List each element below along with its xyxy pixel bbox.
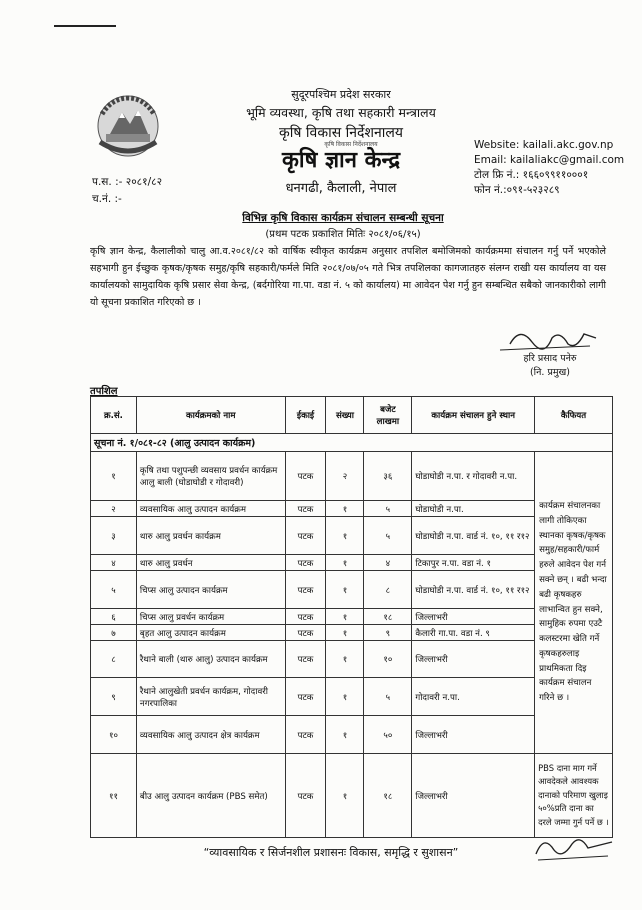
cell-name: व्यवसायिक आलु उत्पादन क्षेत्र कार्यक्रम bbox=[136, 716, 285, 754]
cell-budget: ५ bbox=[364, 517, 412, 555]
cell-sn: २ bbox=[91, 501, 137, 517]
cell-qty: १ bbox=[326, 501, 364, 517]
cell-unit: पटक bbox=[285, 754, 326, 838]
table-row bbox=[91, 571, 613, 609]
cell-budget: ४ bbox=[364, 555, 412, 571]
cell-place: घोडाघोडी न.पा. वार्ड नं. १०, ११ र१२ bbox=[412, 517, 535, 555]
chalani-number: च.नं. :- bbox=[92, 193, 122, 205]
cell-unit: पटक bbox=[285, 625, 326, 641]
cell-place: टिकापुर न.पा. वडा नं. १ bbox=[412, 555, 535, 571]
notice-title: विभिन्न कृषि विकास कार्यक्रम संचालन सम्बन्धी सूचना bbox=[242, 212, 444, 224]
signatory-block bbox=[480, 352, 620, 380]
motto-text: “व्यावसायिक र सिर्जनशील प्रशासनः विकास, समृद्धि र सुशासन” bbox=[203, 846, 459, 859]
cell-name: व्यवसायिक आलु उत्पादन कार्यक्रम bbox=[136, 501, 285, 517]
cell-budget: १८ bbox=[364, 609, 412, 625]
email-text: Email: kailaliakc@gmail.com bbox=[474, 154, 625, 166]
cell-place: घोडाघोडी न.पा. र गोदावरी न.पा. bbox=[412, 452, 535, 501]
cell-name: कृषि तथा पशुपन्छी व्यवसाय प्रवर्धन कार्यक्रम आलु बाली (घोडाघोडी र गोदावरी) bbox=[136, 452, 285, 501]
cell-name: रैथाने बाली (थारु आलु) उत्पादन कार्यक्रम bbox=[136, 641, 285, 678]
tollfree-text: टोल फ्रि नं.: १६६०९९११०००१ bbox=[474, 169, 589, 181]
cell-qty: १ bbox=[326, 754, 364, 838]
cell-qty: १ bbox=[326, 641, 364, 678]
cell-sn: ८ bbox=[91, 641, 137, 678]
cell-budget: ९ bbox=[364, 625, 412, 641]
header-qty: संख्या bbox=[326, 397, 364, 434]
phone-text: फोन नं.:०९१-५२३२८९ bbox=[474, 184, 560, 196]
cell-qty: १ bbox=[326, 678, 364, 716]
cell-remark-pbs: PBS दाना माग गर्ने आवदेकले आवश्यक दानाको परिमाण खुलाइ ५०%प्रति दाना का दरले जम्मा गुर्न पर्ने छ । bbox=[535, 754, 613, 838]
cell-sn: ९ bbox=[91, 678, 137, 716]
cell-qty: १ bbox=[326, 609, 364, 625]
cell-sn: ५ bbox=[91, 571, 137, 609]
cell-sn: ११ bbox=[91, 754, 137, 838]
office-title: कृषि ज्ञान केन्द्र bbox=[281, 148, 400, 173]
cell-place: जिल्लाभरी bbox=[412, 641, 535, 678]
notice-body: कृषि ज्ञान केन्द्र, कैलालीको चालु आ.व.२०८१/८२ को वार्षिक स्वीकृत कार्यक्रम अनुसार तपशिल बमोजिमको कार्यक्रममा संचालन गर्नु पर्ने भएकोले सहभागी हुन ईच्छुक कृषक/कृषक समुह/कृषि सहकारी/फर्मले मिति २०८१/०७/०५ गते भित्र तपशिलका कागजातहरु संलग्न राखी यस कार्यालय वा यस कार्यालयको सामुदायिक कृषि प्रसार सेवा केन्द्र, (बर्दगोरिया गा.पा. वडा नं. ५ को कार्यालय) मा आवेदन पेश गर्नु हुन सम्बन्धित सबैको जानकारीको लागी यो सूचना प्रकाशित गरिएको छ । bbox=[90, 246, 606, 308]
cell-sn: ३ bbox=[91, 517, 137, 555]
cell-budget: १८ bbox=[364, 754, 412, 838]
cell-sn: ६ bbox=[91, 609, 137, 625]
cell-budget: ३६ bbox=[364, 452, 412, 501]
directorate-stamp-line: कृषि विकास निर्देशनालय bbox=[324, 141, 378, 148]
section-row bbox=[91, 434, 613, 452]
cell-unit: पटक bbox=[285, 501, 326, 517]
cell-place: घोडाघोडी न.पा. bbox=[412, 501, 535, 517]
office-address: धनगढी, कैलाली, नेपाल bbox=[285, 181, 397, 196]
cell-budget: १० bbox=[364, 641, 412, 678]
cell-unit: पटक bbox=[285, 555, 326, 571]
table-caption: तपशिल bbox=[90, 386, 118, 397]
cell-budget: ८ bbox=[364, 571, 412, 609]
cell-unit: पटक bbox=[285, 716, 326, 754]
cell-qty: १ bbox=[326, 555, 364, 571]
header-name: कार्यक्रमको नाम bbox=[136, 397, 285, 434]
signatory-title: (नि. प्रमुख) bbox=[529, 367, 571, 378]
signatory-name: हरि प्रसाद पनेरु bbox=[523, 353, 577, 364]
cell-place: घोडाघोडी न.पा. वार्ड नं. १०, ११ र१२ bbox=[412, 571, 535, 609]
directorate-line: कृषि विकास निर्देशनालय bbox=[279, 125, 403, 141]
cell-qty: १ bbox=[326, 625, 364, 641]
header-place: कार्यक्रम संचालन हुने स्थान bbox=[412, 397, 535, 434]
patra-sankhya: प.स. :- २०८१/८२ bbox=[92, 176, 163, 188]
signature-icon bbox=[528, 826, 618, 866]
cell-unit: पटक bbox=[285, 609, 326, 625]
table-header-row bbox=[91, 397, 613, 434]
ministry-line: भूमि व्यवस्था, कृषि तथा सहकारी मन्त्रालय bbox=[246, 105, 436, 120]
table-row bbox=[91, 517, 613, 555]
table-row bbox=[91, 452, 613, 501]
cell-place: जिल्लाभरी bbox=[412, 716, 535, 754]
cell-place: जिल्लाभरी bbox=[412, 754, 535, 838]
cell-sn: १० bbox=[91, 716, 137, 754]
reference-block bbox=[92, 174, 162, 208]
table-row bbox=[91, 555, 613, 571]
table-row bbox=[91, 716, 613, 754]
cell-name: चिप्स आलु उत्पादन कार्यक्रम bbox=[136, 571, 285, 609]
cell-place: जिल्लाभरी bbox=[412, 609, 535, 625]
cell-unit: पटक bbox=[285, 678, 326, 716]
website-text: Website: kailali.akc.gov.np bbox=[474, 139, 614, 151]
cell-sn: १ bbox=[91, 452, 137, 501]
contact-block bbox=[474, 138, 624, 198]
cell-name: थारु आलु प्रवर्धन bbox=[136, 555, 285, 571]
header-sn: क्र.सं. bbox=[91, 397, 137, 434]
header-budget: बजेट लाखमा bbox=[364, 397, 412, 434]
top-rule bbox=[54, 25, 116, 27]
cell-unit: पटक bbox=[285, 517, 326, 555]
gov-line: सुदूरपश्चिम प्रदेश सरकार bbox=[291, 88, 391, 101]
cell-place: गोदावरी न.पा. bbox=[412, 678, 535, 716]
cell-unit: पटक bbox=[285, 571, 326, 609]
cell-sn: ७ bbox=[91, 625, 137, 641]
cell-unit: पटक bbox=[285, 641, 326, 678]
cell-name: बीउ आलु उत्पादन कार्यक्रम (PBS समेत) bbox=[136, 754, 285, 838]
table-row bbox=[91, 754, 613, 838]
cell-name: थारु आलु प्रवर्धन कार्यक्रम bbox=[136, 517, 285, 555]
cell-budget: ५ bbox=[364, 678, 412, 716]
program-table bbox=[90, 396, 613, 838]
table-row bbox=[91, 609, 613, 625]
cell-name: रैथाने आलुखेती प्रवर्धन कार्यक्रम, गोदावरी नगरपालिका bbox=[136, 678, 285, 716]
notice-subtitle: (प्रथम पटक प्रकाशित मितिः २०८१/०६/१५) bbox=[265, 229, 421, 240]
cell-name: बृहत आलु उत्पादन कार्यक्रम bbox=[136, 625, 285, 641]
cell-unit: पटक bbox=[285, 452, 326, 501]
header-unit: ईकाई bbox=[285, 397, 326, 434]
cell-qty: २ bbox=[326, 452, 364, 501]
cell-qty: १ bbox=[326, 571, 364, 609]
cell-budget: ५ bbox=[364, 501, 412, 517]
cell-sn: ४ bbox=[91, 555, 137, 571]
cell-qty: १ bbox=[326, 716, 364, 754]
table-row bbox=[91, 678, 613, 716]
cell-remark: कार्यक्रम संचालनका लागी तोकिएका स्थानका कृषक/कृषक समुह/सहकारी/फार्म हरुले आवेदन पेश गर्न सक्ने छन् । बढी भन्दा बढी कृषकहरु लाभान्वित हुन सक्ने, सामुहिक रुपमा एउटै कलस्टरमा खेति गर्ने कृषकहरुलाइ प्राथमिकता दिइ कार्यक्रम संचालन गरिने छ । bbox=[535, 452, 613, 754]
table-row bbox=[91, 501, 613, 517]
section-title: सूचना नं. १/०८१-८२ (आलु उत्पादन कार्यक्रम) bbox=[91, 434, 613, 452]
cell-qty: १ bbox=[326, 517, 364, 555]
cell-budget: ५० bbox=[364, 716, 412, 754]
cell-name: चिप्स आलु प्रवर्धन कार्यक्रम bbox=[136, 609, 285, 625]
cell-place: कैलारी गा.पा. वडा नं. ९ bbox=[412, 625, 535, 641]
table-row bbox=[91, 625, 613, 641]
table-row bbox=[91, 641, 613, 678]
header-remark: कैफियत bbox=[535, 397, 613, 434]
